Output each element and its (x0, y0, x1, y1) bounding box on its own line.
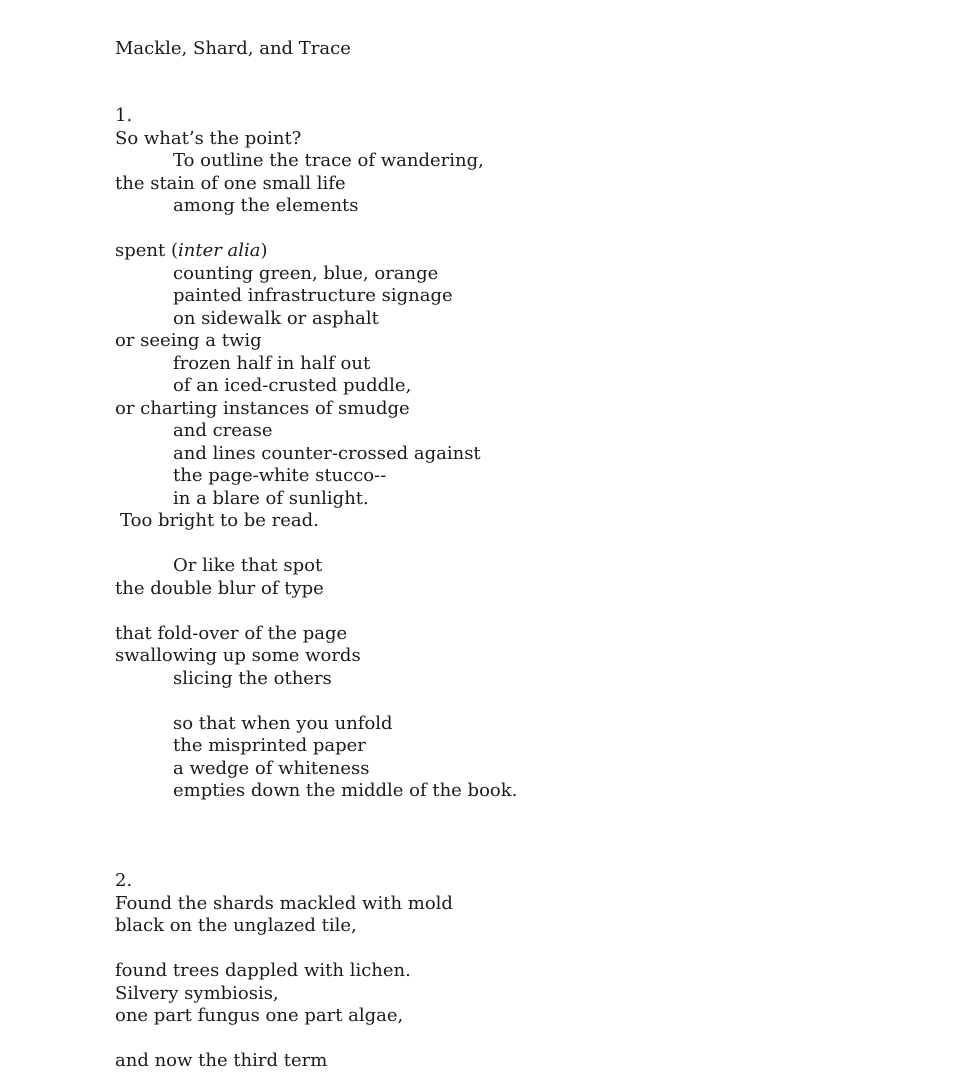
poem-line (115, 240, 517, 263)
stanza-break (115, 1028, 517, 1051)
poem-line: empties down the middle of the book. (173, 780, 518, 801)
poem-line: Or like that spot (173, 555, 323, 576)
poem-line: and now the third term (115, 1050, 328, 1071)
section-number: 1. (115, 105, 133, 126)
poem-line: painted infrastructure signage (173, 285, 453, 306)
poem-line: black on the unglazed tile, (115, 915, 357, 936)
poem-line-text: ) (260, 240, 268, 261)
poem-line: or charting instances of smudge (115, 397, 410, 419)
poem-line: Silvery symbiosis, (115, 982, 279, 1004)
poem-line: on sidewalk or asphalt (173, 307, 379, 329)
poem-line: in a blare of sunlight. (173, 487, 369, 509)
poem-line: So what’s the point? (115, 127, 302, 149)
poem-line: one part fungus one part algae, (115, 1005, 404, 1026)
poem-line: slicing the others (173, 667, 332, 689)
stanza-break (115, 218, 517, 241)
poem-line: or seeing a twig (115, 330, 262, 351)
poem-line-text: spent ( (115, 240, 178, 261)
stanza-break (115, 600, 517, 623)
poem-line: so that when you unfold (173, 712, 393, 734)
poem-line: among the elements (173, 195, 359, 216)
poem-line: a wedge of whiteness (173, 757, 370, 779)
poem-line: found trees dappled with lichen. (115, 960, 411, 981)
poem-line: that fold-over of the page (115, 622, 348, 644)
poem-line: of an iced-crusted puddle, (173, 375, 412, 396)
stanza-break (115, 533, 517, 556)
poem-line: Found the shards mackled with mold (115, 892, 453, 914)
poem-line: Too bright to be read. (120, 510, 319, 531)
poem-line: the misprinted paper (173, 735, 366, 756)
poem-title: Mackle, Shard, and Trace (115, 38, 351, 59)
poem-line: and crease (173, 420, 273, 441)
poem-body (115, 105, 517, 1073)
poem-line: the stain of one small life (115, 172, 346, 194)
section-break (115, 803, 517, 871)
poem-line: the page-white stucco-- (173, 465, 387, 486)
poem-line: and lines counter-crossed against (173, 442, 481, 464)
poem-line: counting green, blue, orange (173, 262, 439, 284)
italic-phrase: inter alia (177, 240, 261, 261)
stanza-break (115, 938, 517, 961)
poem-line: swallowing up some words (115, 645, 361, 666)
poem-line: To outline the trace of wandering, (173, 150, 484, 171)
poem-line: the double blur of type (115, 577, 324, 599)
section-number: 2. (115, 870, 133, 891)
poem-line: frozen half in half out (173, 352, 371, 374)
stanza-break (115, 690, 517, 713)
